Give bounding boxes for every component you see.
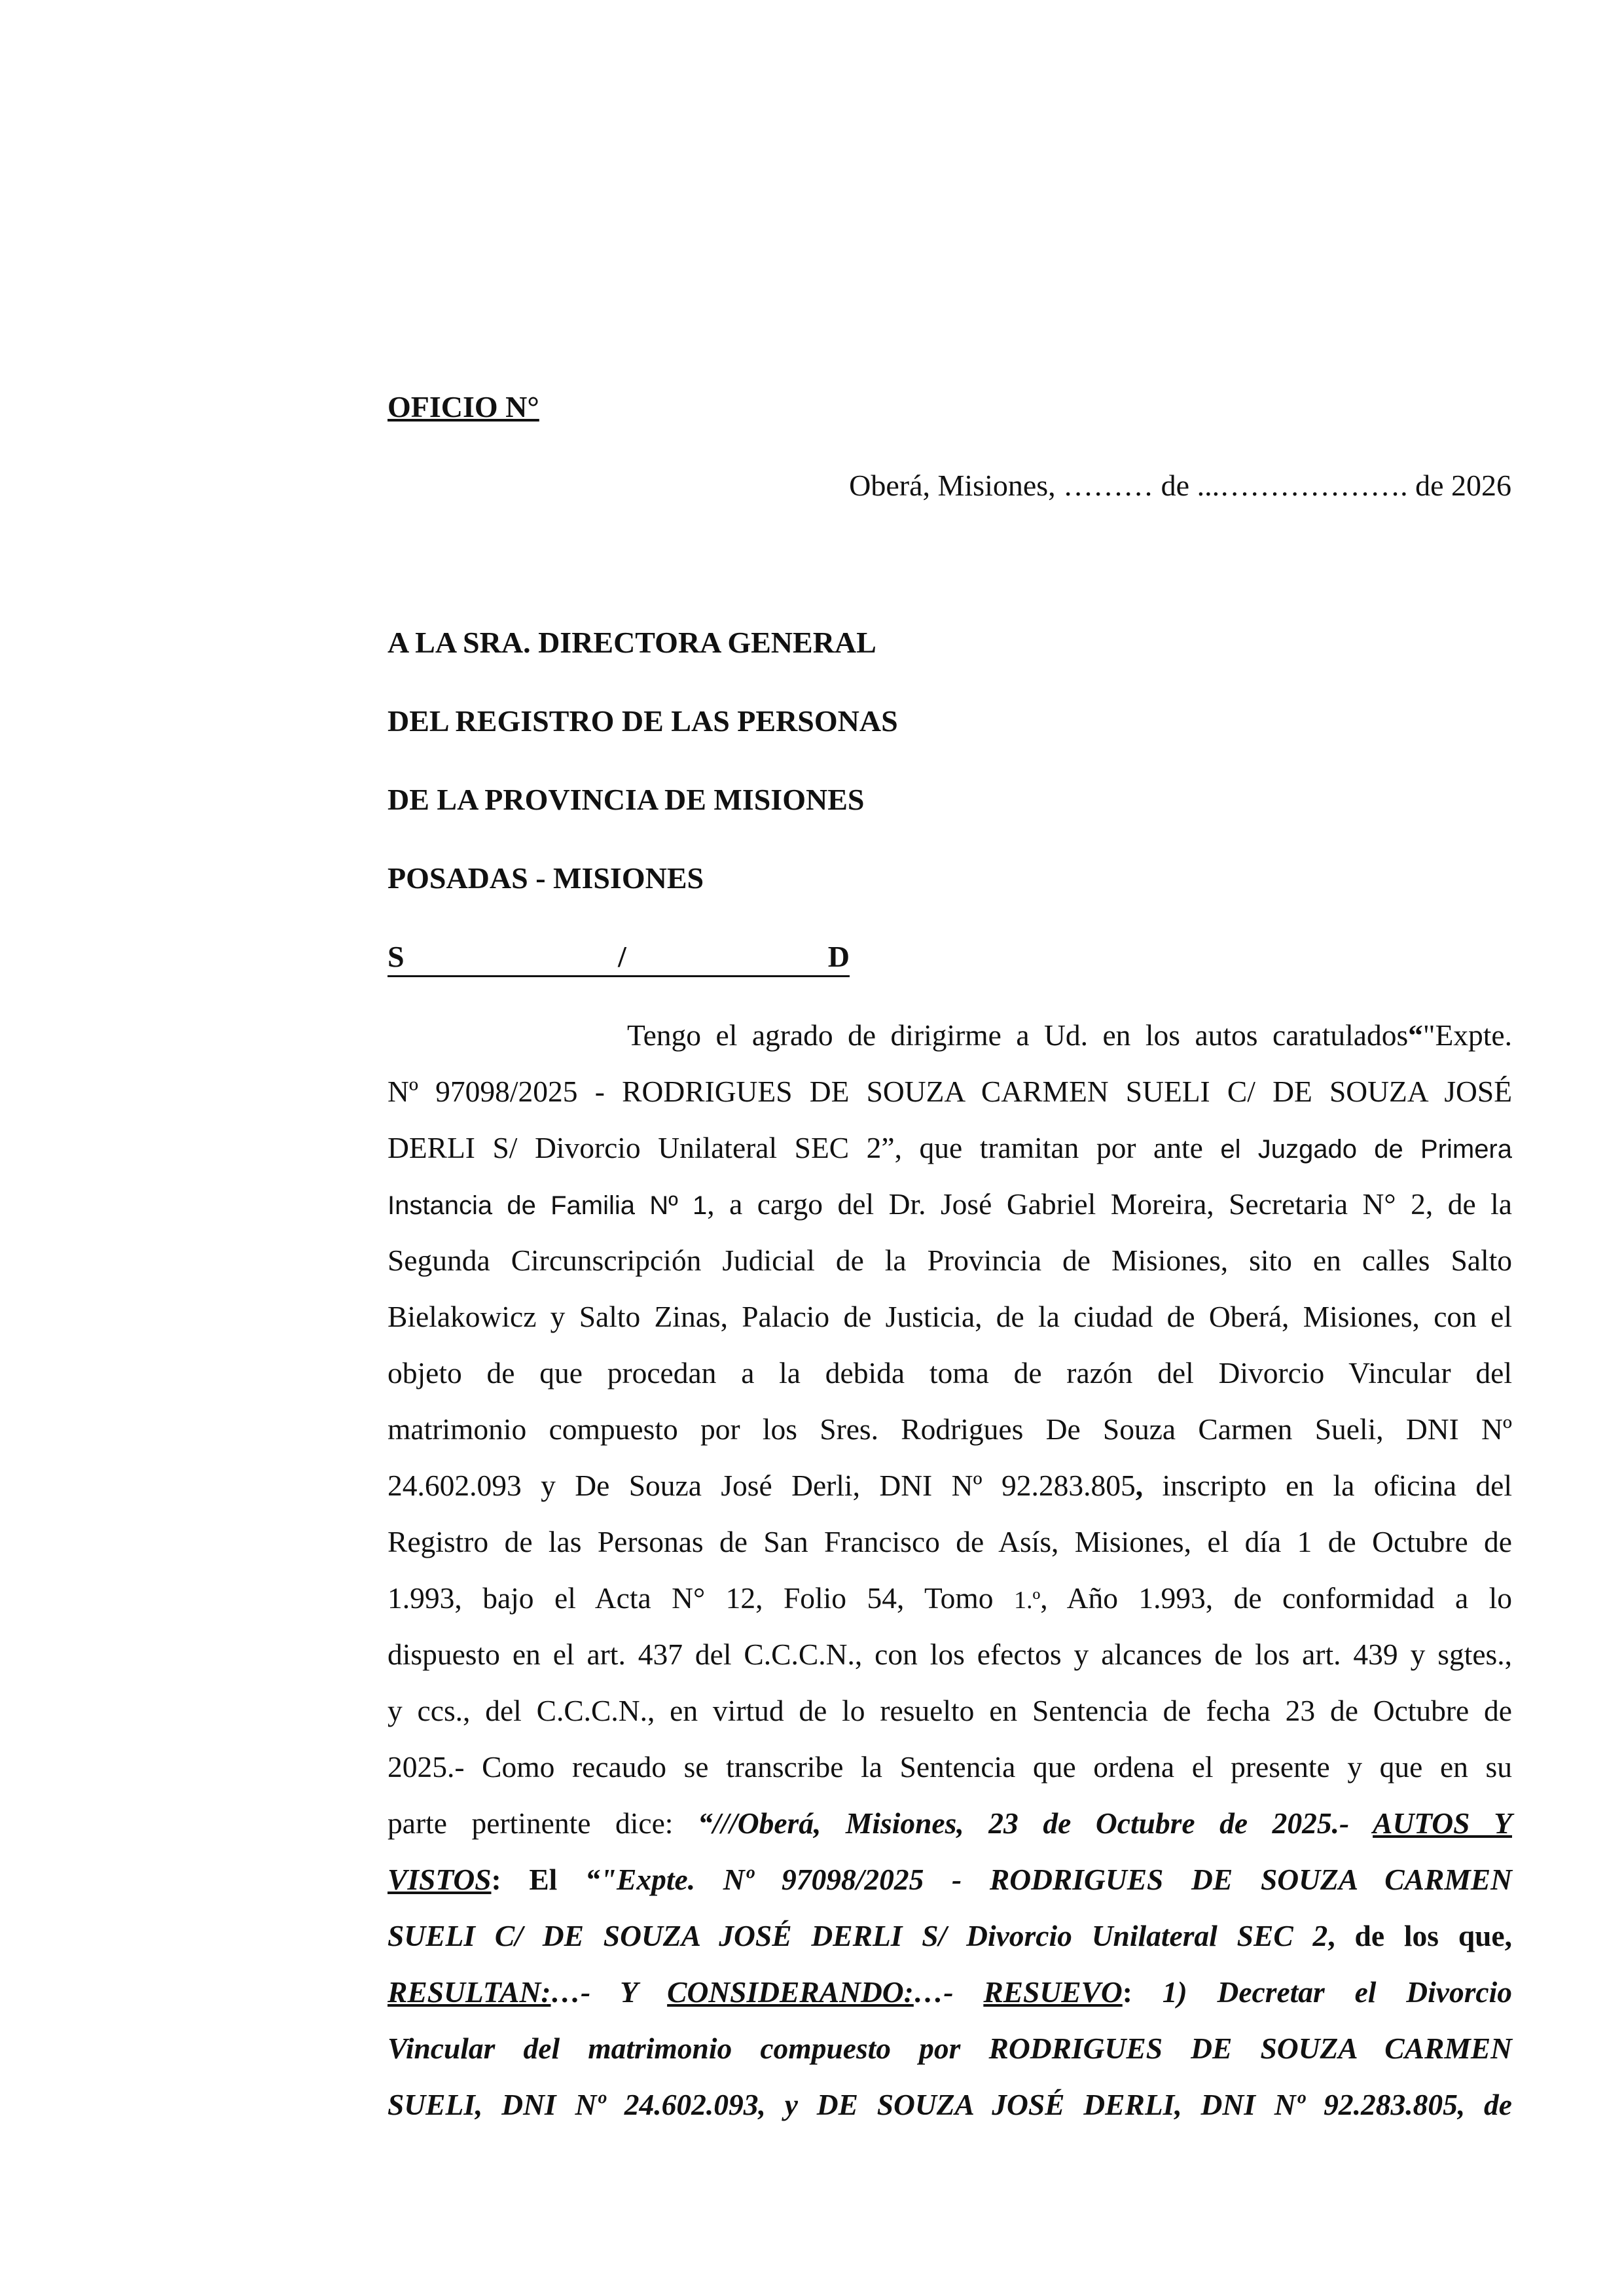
body-line-9: 24.602.093 y De Souza José Derli, DNI Nº 92.283.805, inscripto en la oficina del: [388, 1469, 1513, 1502]
sd-s: S: [388, 940, 405, 973]
body-line-19: Vincular del matrimonio compuesto por RODRIGUES DE SOUZA CARMEN: [388, 2032, 1512, 2065]
body-line-20: SUELI, DNI Nº 24.602.093, y DE SOUZA JOSÉ DERLI, DNI Nº 92.283.805, de: [388, 2088, 1512, 2121]
body-line-6: Bielakowicz y Salto Zinas, Palacio de Justicia, de la ciudad de Oberá, Misiones, con el: [388, 1300, 1512, 1333]
body-line-8: matrimonio compuesto por los Sres. Rodrigues De Souza Carmen Sueli, DNI Nº: [388, 1412, 1512, 1446]
body-line-5: Segunda Circunscripción Judicial de la Provincia de Misiones, sito en calles Salto: [388, 1244, 1512, 1277]
salutation-s-d: [388, 937, 850, 977]
place-date: Oberá, Misiones, ……… de ...………………. de 2026: [849, 469, 1511, 502]
body-line-12: dispuesto en el art. 437 del C.C.C.N., con los efectos y alcances de los art. 439 y sgtes.,: [388, 1638, 1512, 1671]
addressee-line-2: DEL REGISTRO DE LAS PERSONAS: [388, 704, 898, 738]
body-line-4: Instancia de Familia Nº 1, a cargo del Dr. José Gabriel Moreira, Secretaria N° 2, de la: [388, 1187, 1512, 1221]
body-line-1: Tengo el agrado de dirigirme a Ud. en los autos caratulados“"Expte.: [627, 1018, 1512, 1052]
body-line-17: SUELI C/ DE SOUZA JOSÉ DERLI S/ Divorcio Unilateral SEC 2, de los que,: [388, 1919, 1512, 1952]
body-line-10: Registro de las Personas de San Francisco de Asís, Misiones, el día 1 de Octubre de: [388, 1525, 1512, 1558]
body-line-16: VISTOS: El “"Expte. Nº 97098/2025 - RODRIGUES DE SOUZA CARMEN: [388, 1863, 1512, 1896]
body-line-13: y ccs., del C.C.C.N., en virtud de lo resuelto en Sentencia de fecha 23 de Octubre de: [388, 1694, 1512, 1727]
body-line-15: parte pertinente dice: “///Oberá, Misiones, 23 de Octubre de 2025.- AUTOS Y: [388, 1806, 1512, 1840]
sd-d: D: [827, 940, 850, 973]
body-line-18: RESULTAN:…- Y CONSIDERANDO:…- RESUEVO: 1) Decretar el Divorcio: [388, 1975, 1512, 2009]
addressee-line-3: DE LA PROVINCIA DE MISIONES: [388, 783, 865, 816]
addressee-line-4: POSADAS - MISIONES: [388, 861, 704, 895]
body-line-7: objeto de que procedan a la debida toma de razón del Divorcio Vincular del: [388, 1356, 1512, 1390]
addressee-line-1: A LA SRA. DIRECTORA GENERAL: [388, 626, 876, 659]
sd-slash: /: [618, 940, 626, 973]
body-line-11: 1.993, bajo el Acta N° 12, Folio 54, Tomo 1.º, Año 1.993, de conformidad a lo: [388, 1581, 1512, 1615]
body-line-3: DERLI S/ Divorcio Unilateral SEC 2”, que tramitan por ante el Juzgado de Primera: [388, 1131, 1513, 1164]
oficio-title: OFICIO N°: [388, 390, 539, 423]
body-line-2: Nº 97098/2025 - RODRIGUES DE SOUZA CARMEN SUELI C/ DE SOUZA JOSÉ: [388, 1075, 1512, 1108]
body-line-14: 2025.- Como recaudo se transcribe la Sentencia que ordena el presente y que en su: [388, 1750, 1512, 1784]
